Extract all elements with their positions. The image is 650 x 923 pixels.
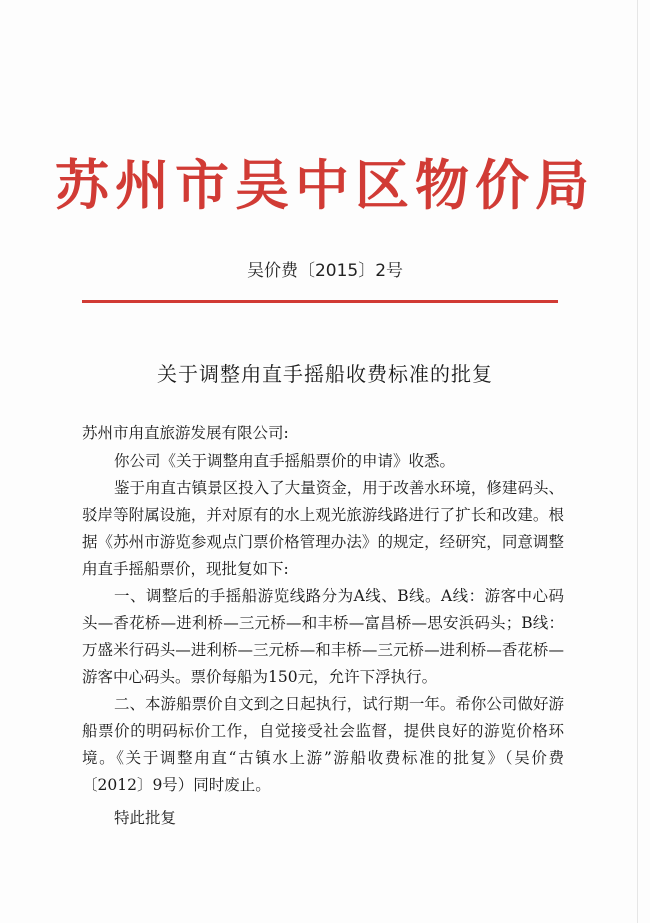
closing-remark: 特此批复 [114,809,177,827]
page-edge [637,0,638,923]
red-divider-line [82,300,558,303]
paragraph-acknowledgement: 你公司《关于调整甪直手摇船票价的申请》收悉。 [114,452,456,470]
paragraph-item-two: 二、本游船票价自文到之日起执行，试行期一年。希你公司做好游船票价的明码标价工作，自觉接受社会监督，提供良好的游览价格环境。《关于调整甪直“古镇水上游”游船收费标准的批复》（吴价费〔2012〕9号）同时废止。 [82,695,564,794]
document-number: 吴价费〔2015〕2号 [246,261,404,281]
document-body [82,420,564,832]
document-title: 关于调整甪直手摇船收费标准的批复 [157,362,493,386]
paragraph-background: 鉴于甪直古镇景区投入了大量资金，用于改善水环境，修建码头、驳岸等附属设施，并对原有的水上观光旅游线路进行了扩长和改建。根据《苏州市游览参观点门票价格管理办法》的规定，经研究，同意调整甪直手摇船票价，现批复如下: [82,479,564,578]
agency-title: 苏州市吴中区物价局 [55,153,595,217]
paragraph-item-one: 一、调整后的手摇船游览线路分为A线、B线。A线：游客中心码头—香花桥—进利桥—三元桥—和丰桥—富昌桥—思安浜码头；B线：万盛米行码头—进利桥—三元桥—和丰桥—三元桥—进利桥—香花桥—游客中心码头。票价每船为150元，允许下浮执行。 [82,587,564,686]
addressee: 苏州市甪直旅游发展有限公司: [82,424,289,442]
